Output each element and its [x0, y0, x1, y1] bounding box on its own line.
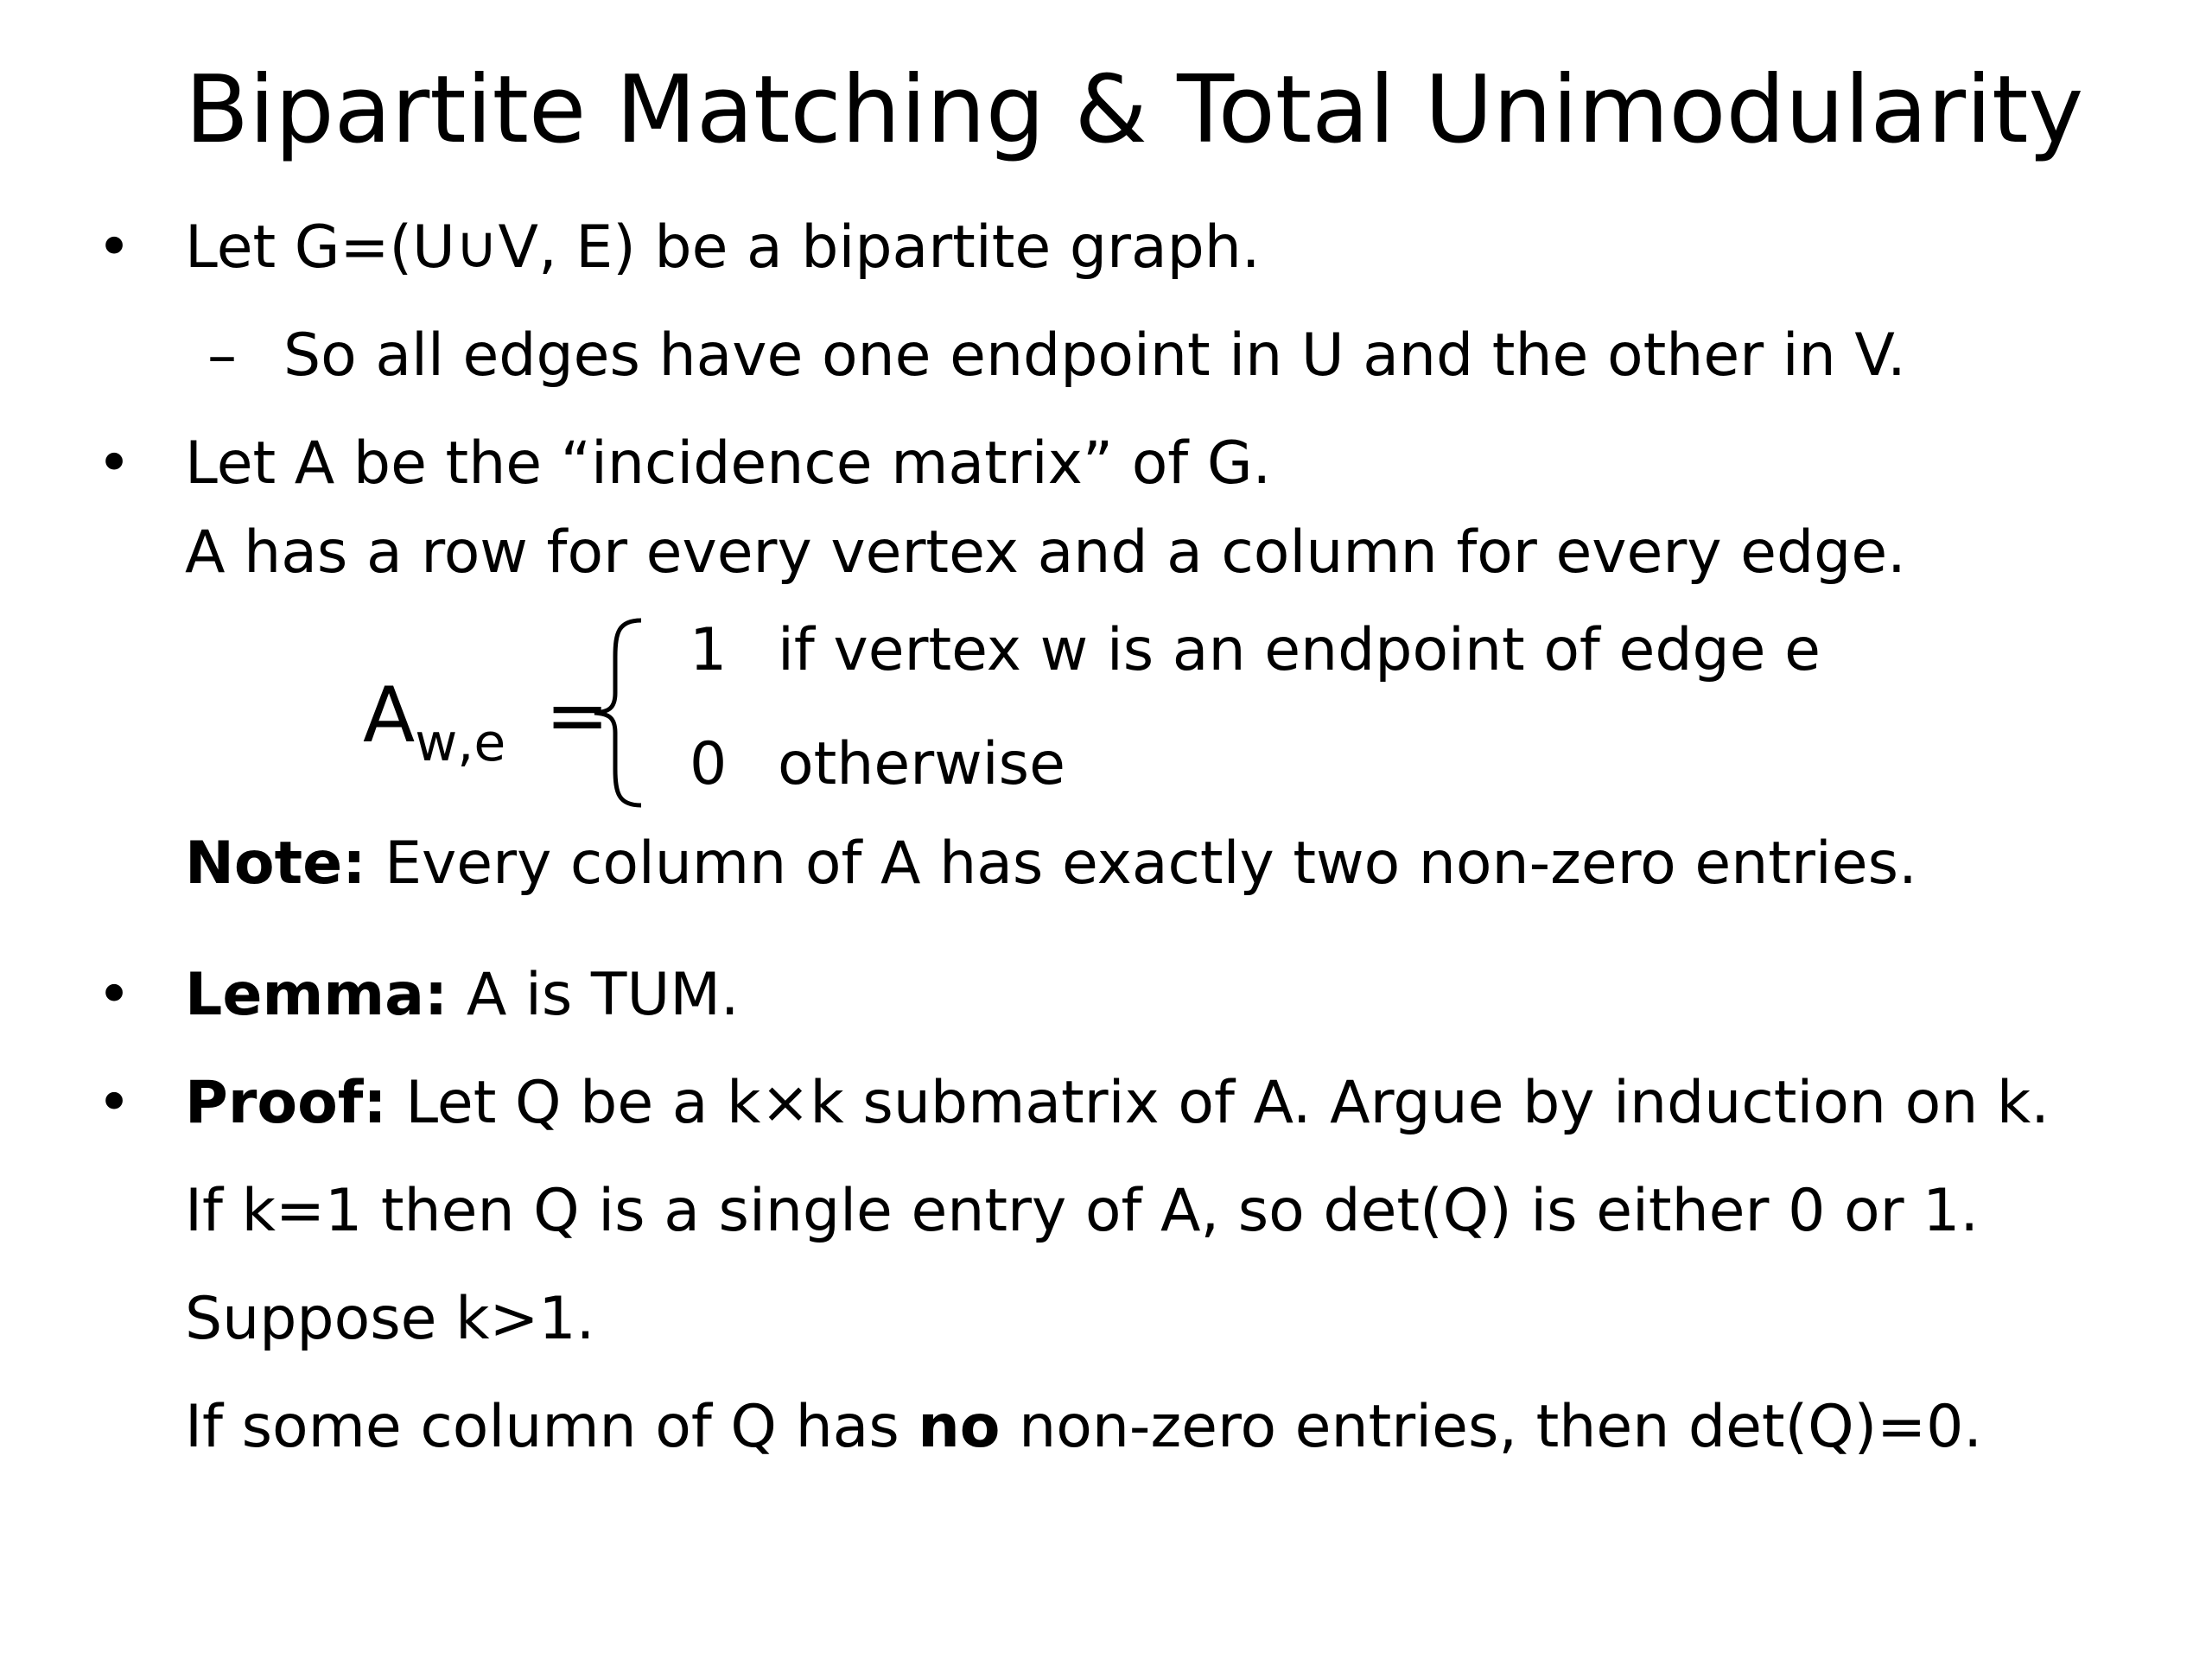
formula-matrix-symbol: A [363, 671, 416, 760]
proof-zero-column-case [185, 1389, 1982, 1466]
proof-label: Proof: [185, 1069, 387, 1137]
formula-subscript: w,e [415, 713, 506, 773]
sub-bullet-edges: So all edges have one endpoint in U and the other in V. [283, 321, 1906, 390]
formula-lhs [363, 671, 609, 773]
note-text: Every column of A has exactly two non-zero entries. [365, 830, 1917, 898]
bullet-marker: • [97, 1069, 132, 1137]
proof-zero-column-emphasis: no [918, 1393, 1001, 1461]
note-line [185, 825, 1917, 903]
lemma-line [185, 957, 740, 1034]
bullet-graph-definition: Let G=(U∪V, E) be a bipartite graph. [185, 213, 1261, 282]
bullet-incidence-matrix: Let A be the “incidence matrix” of G. [185, 429, 1272, 498]
bullet-marker: • [97, 961, 132, 1029]
sub-bullet-marker: – [207, 321, 237, 390]
note-label: Note: [185, 830, 366, 898]
incidence-formula [363, 605, 1918, 812]
proof-zero-column-pre: If some column of Q has [185, 1393, 918, 1461]
proof-zero-column-post: non-zero entries, then det(Q)=0. [1000, 1393, 1983, 1461]
proof-base-case: If k=1 then Q is a single entry of A, so det(Q) is either 0 or 1. [185, 1177, 1980, 1245]
case-one-value: 1 [690, 616, 728, 684]
proof-text: Let Q be a k×k submatrix of A. Argue by induction on k. [386, 1069, 2050, 1137]
slide-title: Bipartite Matching & Total Unimodularity [185, 56, 2084, 164]
case-zero-value: 0 [690, 730, 728, 798]
bullet-marker: • [97, 213, 132, 282]
formula-equals: = [545, 671, 609, 760]
left-brace-icon [588, 613, 648, 812]
bullet-marker: • [97, 429, 132, 498]
incidence-matrix-description: A has a row for every vertex and a column for every edge. [185, 518, 1906, 587]
lemma-text: A is TUM. [448, 961, 740, 1029]
case-one-condition: if vertex w is an endpoint of edge e [778, 616, 1821, 684]
case-zero-condition: otherwise [778, 730, 1065, 798]
lemma-label: Lemma: [185, 961, 448, 1029]
proof-line [185, 1065, 2050, 1142]
proof-inductive-step: Suppose k>1. [185, 1285, 595, 1353]
